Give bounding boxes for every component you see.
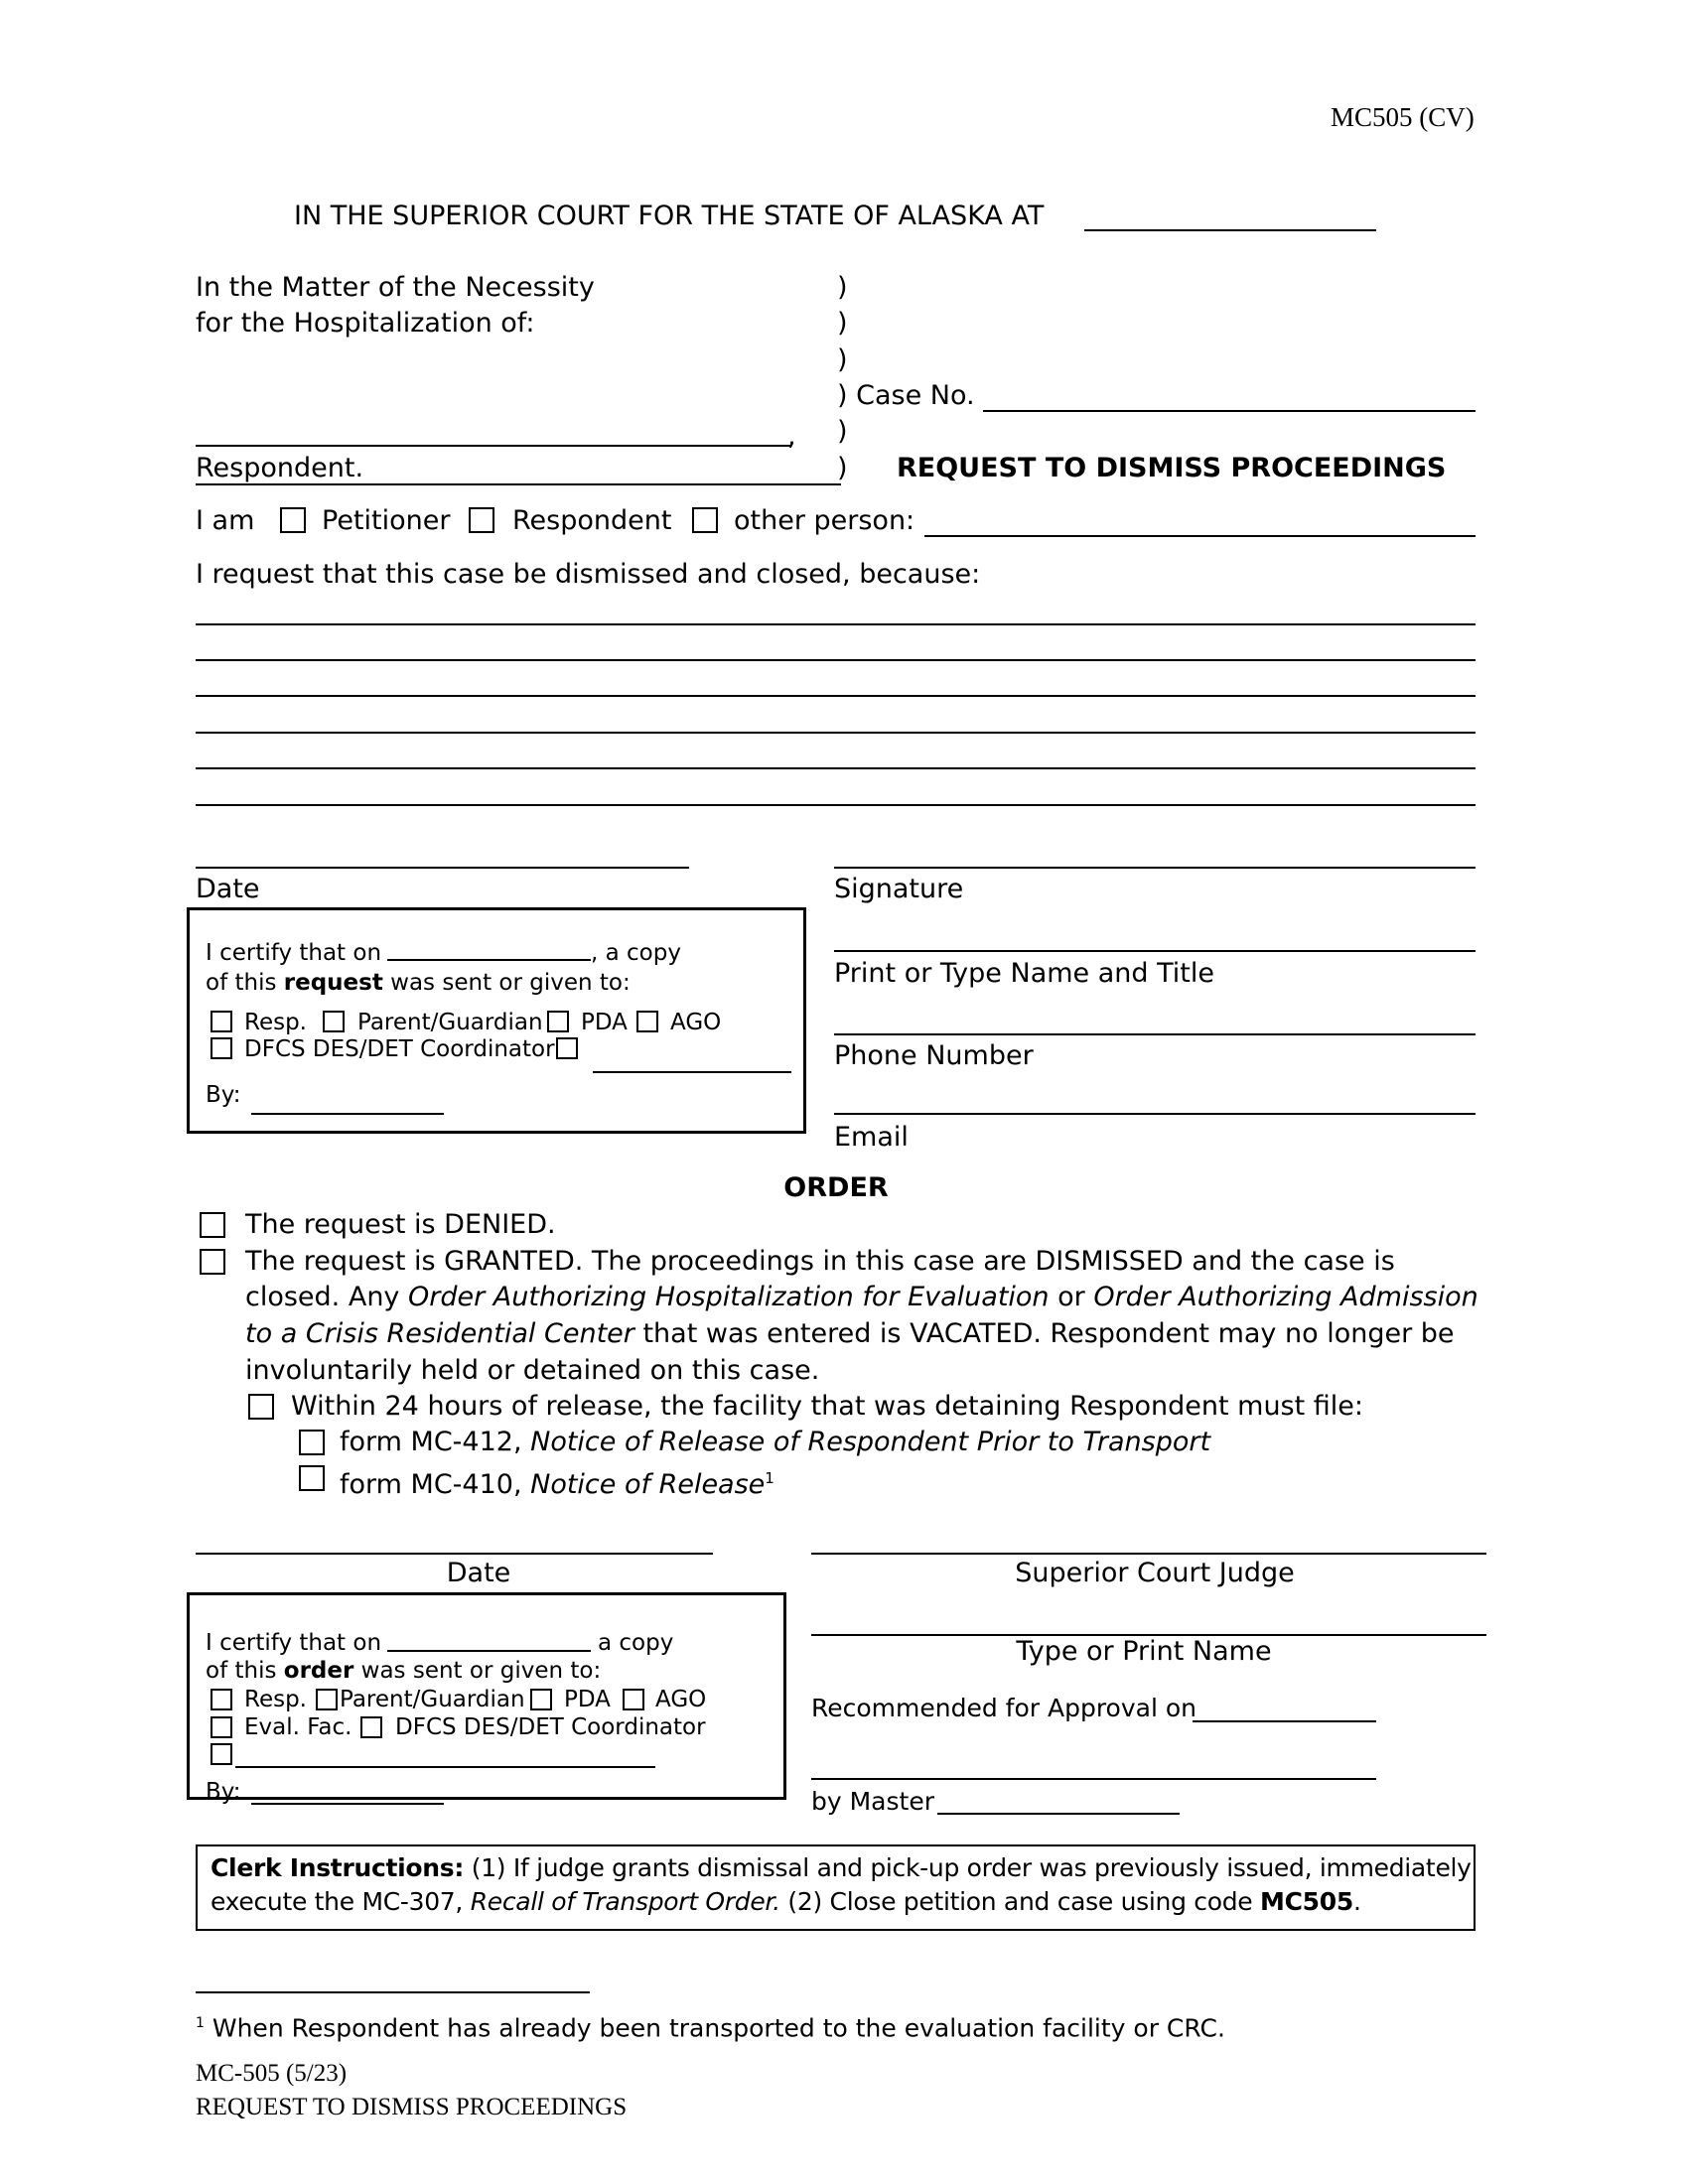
phone-label: Phone Number <box>834 1040 1034 1071</box>
cert2-ago-checkbox[interactable] <box>623 1689 644 1710</box>
option-label: DFCS DES/DET Coordinator <box>244 1036 555 1062</box>
cert2-evalfac-checkbox[interactable] <box>211 1716 232 1738</box>
print-name-field[interactable] <box>834 950 1476 952</box>
within-24-hours-checkbox[interactable] <box>248 1394 274 1420</box>
cert1-by-field[interactable] <box>251 1113 444 1115</box>
cert1-text: I certify that on <box>206 940 382 966</box>
respondent-name-field[interactable] <box>196 445 791 447</box>
cert1-date-field[interactable] <box>387 959 591 961</box>
i-am-label: I am <box>196 505 255 536</box>
respondent-underline <box>196 483 841 485</box>
email-label: Email <box>834 1122 909 1153</box>
recommended-label: Recommended for Approval on <box>811 1694 1197 1722</box>
form-code: MC505 (CV) <box>1331 102 1475 132</box>
paren: ) <box>837 416 848 447</box>
granted-checkbox[interactable] <box>200 1249 225 1275</box>
cert1-ago-checkbox[interactable] <box>636 1011 658 1032</box>
petitioner-label: Petitioner <box>322 505 451 536</box>
document-title: REQUEST TO DISMISS PROCEEDINGS <box>897 453 1447 483</box>
other-person-label: other person: <box>734 505 915 536</box>
footer-title: REQUEST TO DISMISS PROCEEDINGS <box>196 2094 628 2120</box>
order-heading: ORDER <box>783 1172 889 1203</box>
option-label: Resp. <box>244 1010 307 1035</box>
reason-line[interactable] <box>196 732 1476 734</box>
cert2-by-field[interactable] <box>251 1803 444 1805</box>
cert2-resp-checkbox[interactable] <box>211 1689 232 1710</box>
cert1-by-label: By: <box>206 1082 241 1108</box>
cert2-other-checkbox[interactable] <box>211 1743 232 1765</box>
granted-text: closed. Any Order Authorizing Hospitalization for Evaluation or Order Authorizing Admission <box>245 1282 1478 1312</box>
cert1-dfcs-checkbox[interactable] <box>211 1037 232 1059</box>
reason-line[interactable] <box>196 623 1476 625</box>
phone-field[interactable] <box>834 1033 1476 1035</box>
respondent-label: Respondent. <box>196 453 364 483</box>
denied-text: The request is DENIED. <box>245 1209 556 1240</box>
cert1-other-field[interactable] <box>593 1071 791 1073</box>
respondent-checkbox[interactable] <box>469 507 494 533</box>
paren: ) <box>837 308 848 339</box>
order-date-field[interactable] <box>196 1553 713 1555</box>
cert1-resp-checkbox[interactable] <box>211 1011 232 1032</box>
mc412-text: form MC-412, Notice of Release of Respondent Prior to Transport <box>340 1427 1211 1457</box>
granted-text: involuntarily held or detained on this case. <box>245 1355 820 1386</box>
option-label: Parent/Guardian <box>357 1010 543 1035</box>
cert1-text: , a copy <box>591 940 681 966</box>
footnote-separator <box>196 1991 590 1993</box>
cert1-parent-checkbox[interactable] <box>323 1011 345 1032</box>
recommended-date-field[interactable] <box>1193 1720 1376 1722</box>
master-signature-field[interactable] <box>811 1778 1376 1780</box>
granted-text: The request is GRANTED. The proceedings in this case are DISMISSED and the case is <box>245 1246 1395 1277</box>
reason-line[interactable] <box>196 659 1476 661</box>
footer-code: MC-505 (5/23) <box>196 2060 348 2087</box>
cert2-other-field[interactable] <box>235 1766 655 1768</box>
option-label: PDA <box>581 1010 628 1035</box>
caption-line2: for the Hospitalization of: <box>196 308 535 339</box>
court-location-field[interactable] <box>1084 229 1376 231</box>
comma: , <box>787 421 796 452</box>
signature-field[interactable] <box>834 867 1476 869</box>
paren: ) <box>837 344 848 375</box>
granted-text: to a Crisis Residential Center that was entered is VACATED. Respondent may no longer be <box>245 1318 1455 1349</box>
signature-label: Signature <box>834 874 964 904</box>
request-reason-label: I request that this case be dismissed and closed, because: <box>196 559 981 590</box>
date-label: Date <box>196 874 260 904</box>
clerk-line2: execute the MC-307, Recall of Transport Order. (2) Close petition and case using code MC505. <box>211 1887 1361 1916</box>
cert1-line2: of this request was sent or given to: <box>206 970 631 996</box>
judge-name-label: Type or Print Name <box>1016 1636 1272 1667</box>
option-label: AGO <box>655 1687 707 1712</box>
mc410-text: form MC-410, Notice of Release$^1$ <box>340 1469 774 1500</box>
within-text: Within 24 hours of release, the facility that was detaining Respondent must file: <box>291 1391 1364 1422</box>
cert2-date-field[interactable] <box>387 1650 591 1652</box>
paren: ) <box>837 272 848 303</box>
by-master-label: by Master <box>811 1787 934 1816</box>
cert2-pda-checkbox[interactable] <box>530 1689 552 1710</box>
case-no-label: ) Case No. <box>837 380 975 411</box>
option-label: Eval. Fac. <box>244 1714 352 1740</box>
cert1-other-checkbox[interactable] <box>556 1037 578 1059</box>
reason-line[interactable] <box>196 767 1476 769</box>
other-person-field[interactable] <box>924 535 1476 537</box>
option-label: PDA <box>564 1687 611 1712</box>
caption-line1: In the Matter of the Necessity <box>196 272 595 303</box>
reason-line[interactable] <box>196 695 1476 697</box>
print-name-label: Print or Type Name and Title <box>834 958 1214 989</box>
paren: ) <box>837 453 848 483</box>
reason-line[interactable] <box>196 804 1476 806</box>
mc412-checkbox[interactable] <box>299 1430 325 1455</box>
master-name-field[interactable] <box>937 1813 1180 1815</box>
option-label: DFCS DES/DET Coordinator <box>395 1714 706 1740</box>
denied-checkbox[interactable] <box>200 1212 225 1238</box>
cert2-line2: of this order was sent or given to: <box>206 1658 602 1684</box>
order-date-label: Date <box>446 1558 511 1588</box>
cert2-text: a copy <box>598 1630 674 1656</box>
mc410-checkbox[interactable] <box>299 1465 325 1491</box>
petitioner-checkbox[interactable] <box>280 507 306 533</box>
option-label: AGO <box>670 1010 722 1035</box>
other-person-checkbox[interactable] <box>692 507 718 533</box>
court-header: IN THE SUPERIOR COURT FOR THE STATE OF ALASKA AT <box>294 201 1045 231</box>
case-no-field[interactable] <box>983 410 1476 412</box>
footnote: $^1$ When Respondent has already been transported to the evaluation facility or CRC. <box>196 2013 1225 2043</box>
cert2-dfcs-checkbox[interactable] <box>360 1716 382 1738</box>
cert2-parent-checkbox[interactable] <box>316 1689 338 1710</box>
email-field[interactable] <box>834 1113 1476 1115</box>
respondent-option-label: Respondent <box>512 505 672 536</box>
option-label: Parent/Guardian <box>340 1687 525 1712</box>
cert2-text: I certify that on <box>206 1630 382 1656</box>
cert1-pda-checkbox[interactable] <box>547 1011 569 1032</box>
date-field[interactable] <box>196 867 689 869</box>
cert2-by-label: By: <box>206 1779 241 1805</box>
option-label: Resp. <box>244 1687 307 1712</box>
judge-label: Superior Court Judge <box>1015 1558 1295 1588</box>
judge-signature-field[interactable] <box>811 1553 1486 1555</box>
clerk-line1: Clerk Instructions: (1) If judge grants dismissal and pick-up order was previously issued, immediately <box>211 1853 1472 1882</box>
